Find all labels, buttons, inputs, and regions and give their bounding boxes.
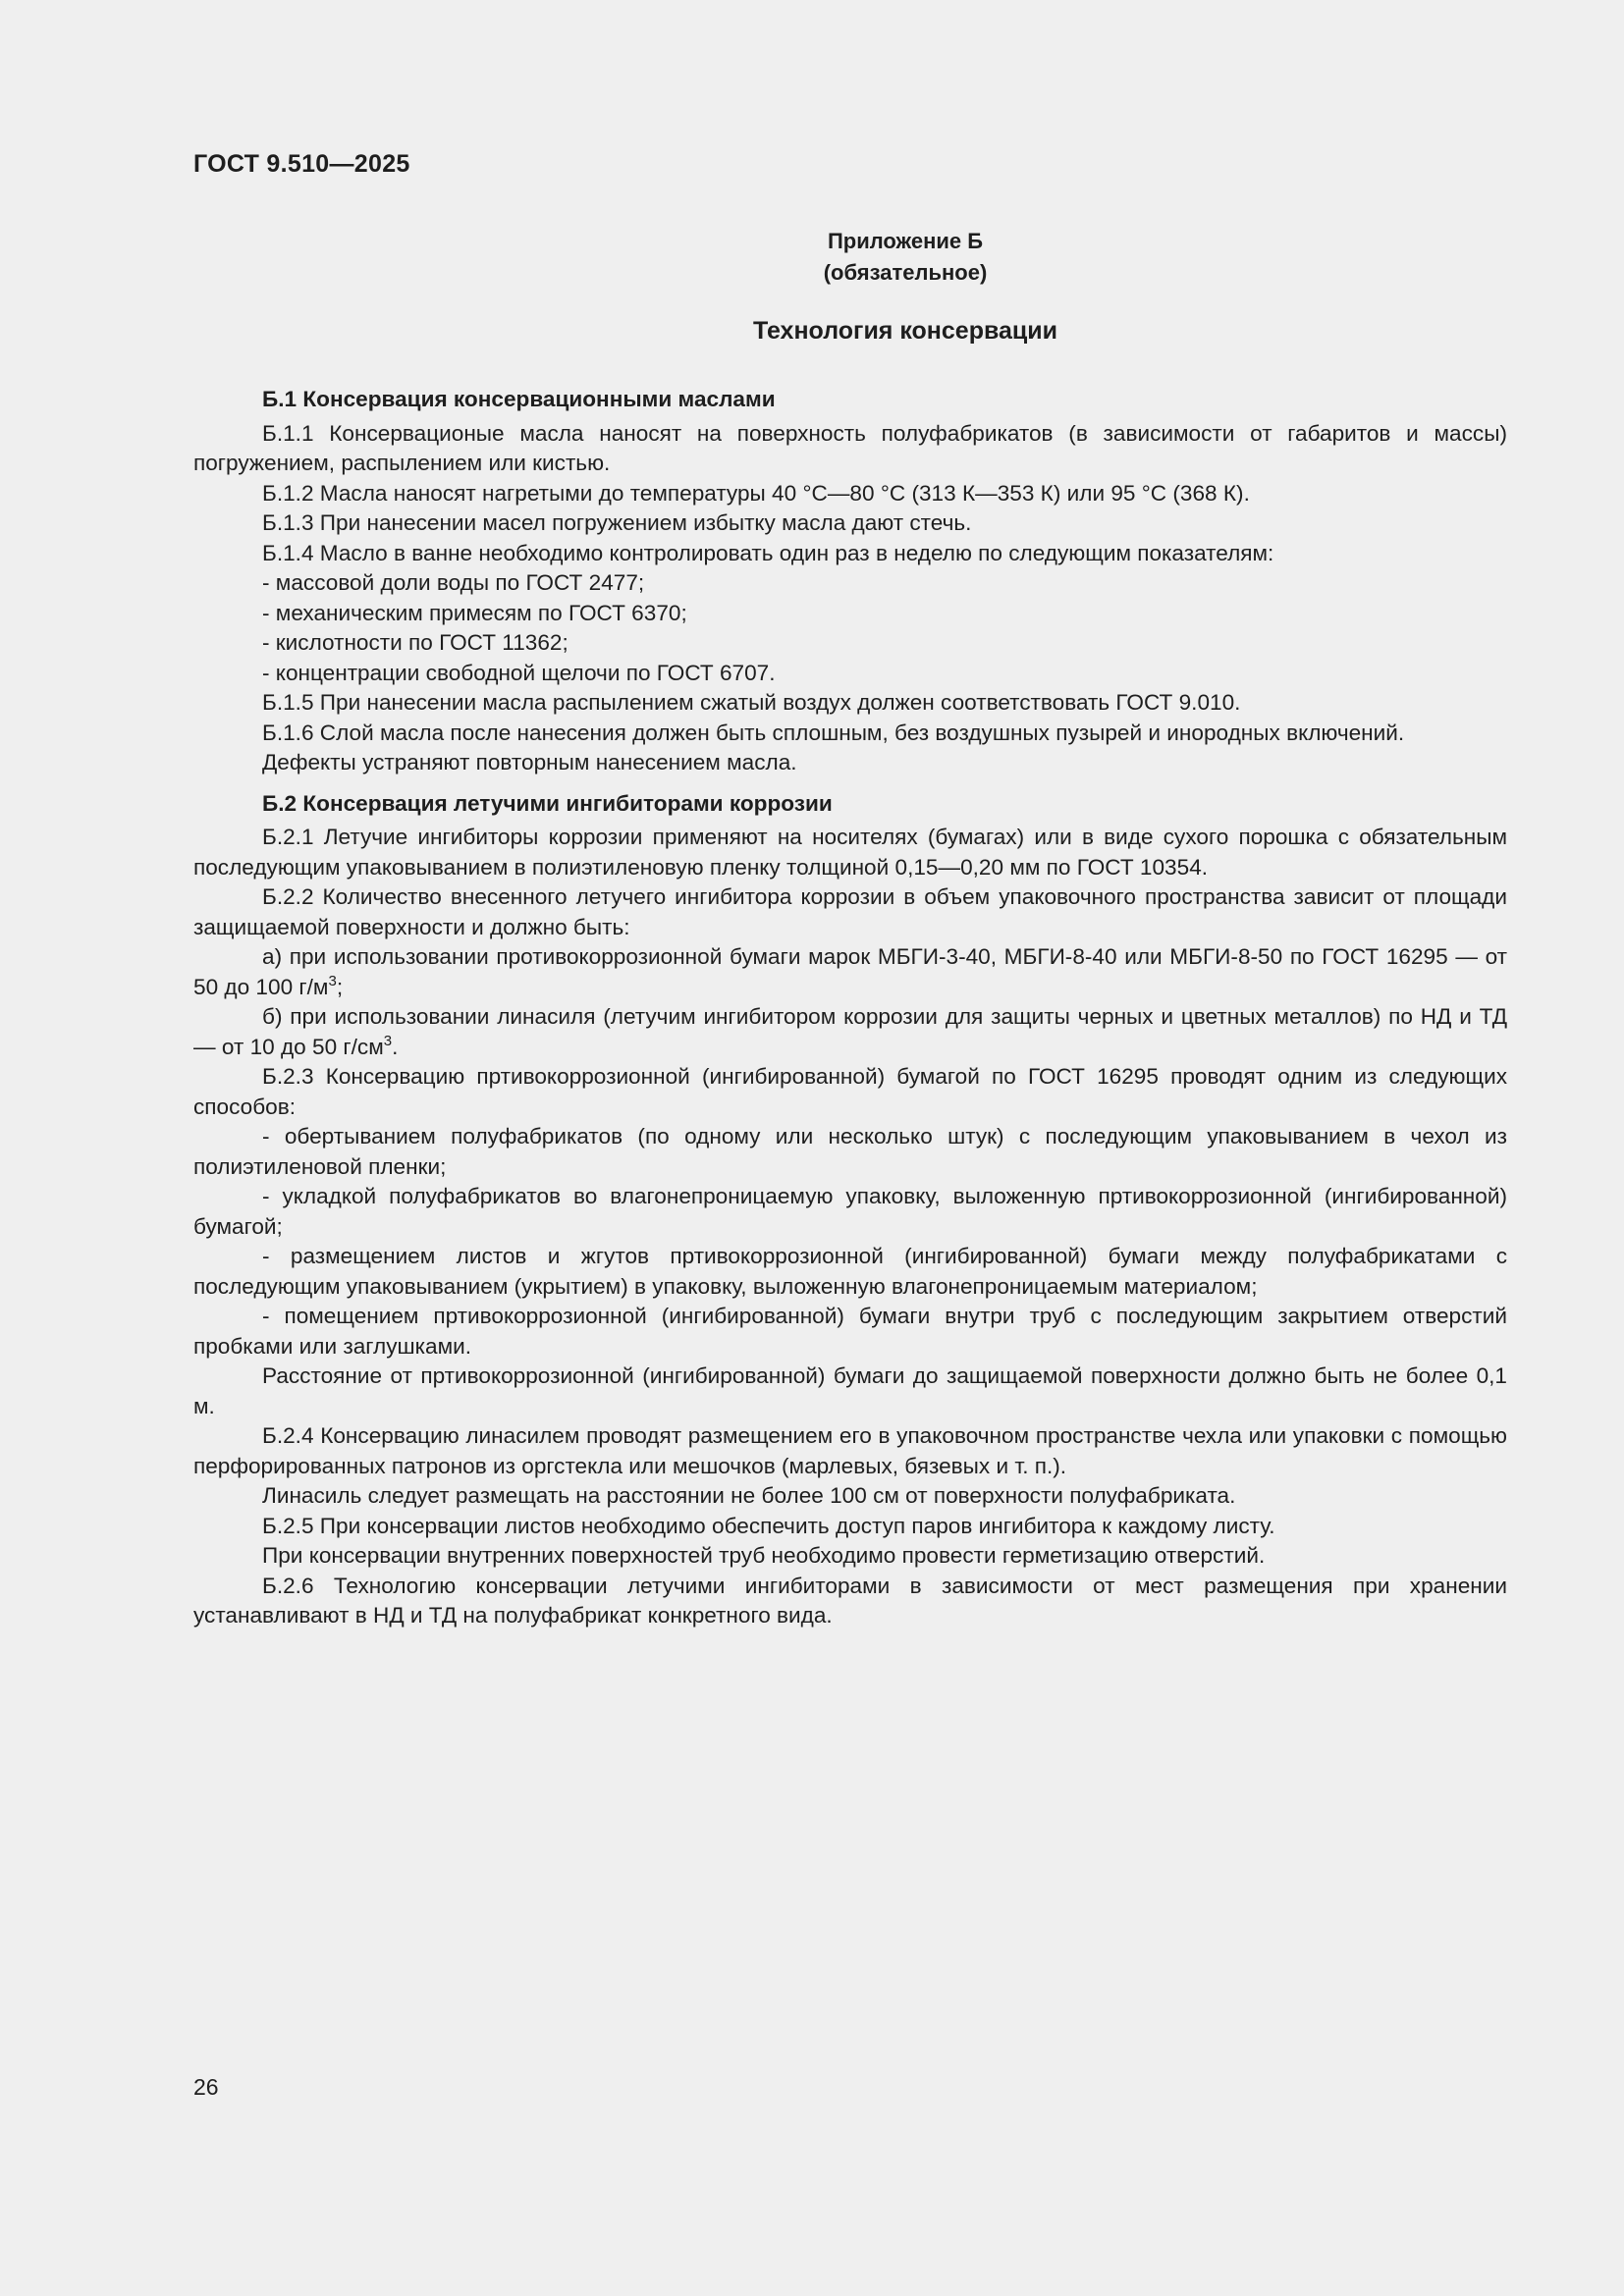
paragraph: Б.1.4 Масло в ванне необходимо контролировать один раз в неделю по следующим показателям:	[262, 540, 1274, 565]
paragraph: Б.2.3 Консервацию пртивокоррозионной (ингибированной) бумагой по ГОСТ 16295 проводят одним из следующих способов:	[193, 1064, 1507, 1119]
list-item-text: б) при использовании линасиля (летучим ингибитором коррозии для защиты черных и цветных металлов) по НД и ТД — от 10 до 50 г/см	[193, 1004, 1507, 1059]
section-heading: Б.2 Консервация летучими ингибиторами коррозии	[262, 790, 833, 816]
paragraph: Б.1.3 При нанесении масел погружением избытку масла дают стечь.	[262, 510, 972, 535]
list-item-end: .	[392, 1034, 399, 1059]
list-item: - укладкой полуфабрикатов во влагонепроницаемую упаковку, выложенную пртивокоррозионной (ингибированной) бумагой;	[193, 1184, 1507, 1239]
annex-title: Технология консервации	[752, 317, 1058, 345]
page-number: 26	[193, 2074, 219, 2100]
section-heading: Б.1 Консервация консервационными маслами	[262, 387, 776, 411]
paragraph: Расстояние от пртивокоррозионной (ингибированной) бумаги до защищаемой поверхности должно быть не более 0,1 м.	[193, 1363, 1507, 1418]
document-code: ГОСТ 9.510—2025	[193, 150, 410, 178]
list-item: - механическим примесям по ГОСТ 6370;	[262, 600, 687, 625]
annex-label: Приложение Б	[827, 229, 984, 253]
paragraph: Б.2.1 Летучие ингибиторы коррозии применяют на носителях (бумагах) или в виде сухого порошка с обязательным последующим упаковыванием в полиэтиленовую пленку толщиной 0,15—0,20 мм по ГОСТ 10354.	[193, 825, 1507, 880]
document-body	[193, 385, 1507, 1631]
paragraph: Дефекты устраняют повторным нанесением масла.	[262, 750, 797, 774]
paragraph: Б.2.5 При консервации листов необходимо обеспечить доступ паров ингибитора к каждому листу.	[262, 1513, 1275, 1538]
list-item	[193, 1002, 1507, 1062]
paragraph: Б.2.2 Количество внесенного летучего ингибитора коррозии в объем упаковочного пространства зависит от площади защищаемой поверхности и должно быть:	[193, 884, 1507, 939]
list-item: - массовой доли воды по ГОСТ 2477;	[262, 570, 645, 595]
list-item-end: ;	[336, 974, 344, 999]
paragraph: Линасиль следует размещать на расстоянии не более 100 см от поверхности полуфабриката.	[262, 1483, 1236, 1508]
paragraph: Б.2.4 Консервацию линасилем проводят размещением его в упаковочном пространстве чехла или упаковки с помощью перфорированных патронов из оргстекла или мешочков (марлевых, бязевых и т. п.).	[193, 1423, 1507, 1478]
list-item: - концентрации свободной щелочи по ГОСТ 6707.	[262, 660, 776, 685]
list-item: - обертыванием полуфабрикатов (по одному или несколько штук) с последующим упаковыванием в чехол из полиэтиленовой пленки;	[193, 1124, 1507, 1179]
paragraph: Б.1.5 При нанесении масла распылением сжатый воздух должен соответствовать ГОСТ 9.010.	[262, 690, 1241, 715]
list-item: - размещением листов и жгутов пртивокоррозионной (ингибированной) бумаги между полуфабрикатами с последующим упаковыванием (укрытием) в упаковку, выложенную влагонепроницаемым материалом;	[193, 1244, 1507, 1299]
paragraph: Б.2.6 Технологию консервации летучими ингибиторами в зависимости от мест размещения при хранении устанавливают в НД и ТД на полуфабрикат конкретного вида.	[193, 1573, 1507, 1628]
list-item	[193, 942, 1507, 1002]
list-item: - помещением пртивокоррозионной (ингибированной) бумаги внутри труб с последующим закрытием отверстий пробками или заглушками.	[193, 1304, 1507, 1359]
paragraph: Б.1.6 Слой масла после нанесения должен быть сплошным, без воздушных пузырей и инородных включений.	[262, 720, 1405, 745]
paragraph: Б.1.2 Масла наносят нагретыми до температуры 40 °С—80 °С (313 К—353 К) или 95 °С (368 К).	[262, 480, 1250, 506]
list-item-text: а) при использовании противокоррозионной бумаги марок МБГИ-3-40, МБГИ-8-40 или МБГИ-8-50 по ГОСТ 16295 — от 50 до 100 г/м	[193, 944, 1507, 999]
superscript: 3	[383, 1032, 393, 1049]
annex-header	[0, 226, 1624, 289]
paragraph: При консервации внутренних поверхностей труб необходимо провести герметизацию отверстий.	[262, 1543, 1266, 1568]
paragraph: Б.1.1 Консервационые масла наносят на поверхность полуфабрикатов (в зависимости от габаритов и массы) погружением, распылением или кистью.	[193, 420, 1507, 475]
list-item: - кислотности по ГОСТ 11362;	[262, 630, 568, 655]
superscript: 3	[328, 972, 337, 989]
annex-status: (обязательное)	[823, 260, 988, 285]
